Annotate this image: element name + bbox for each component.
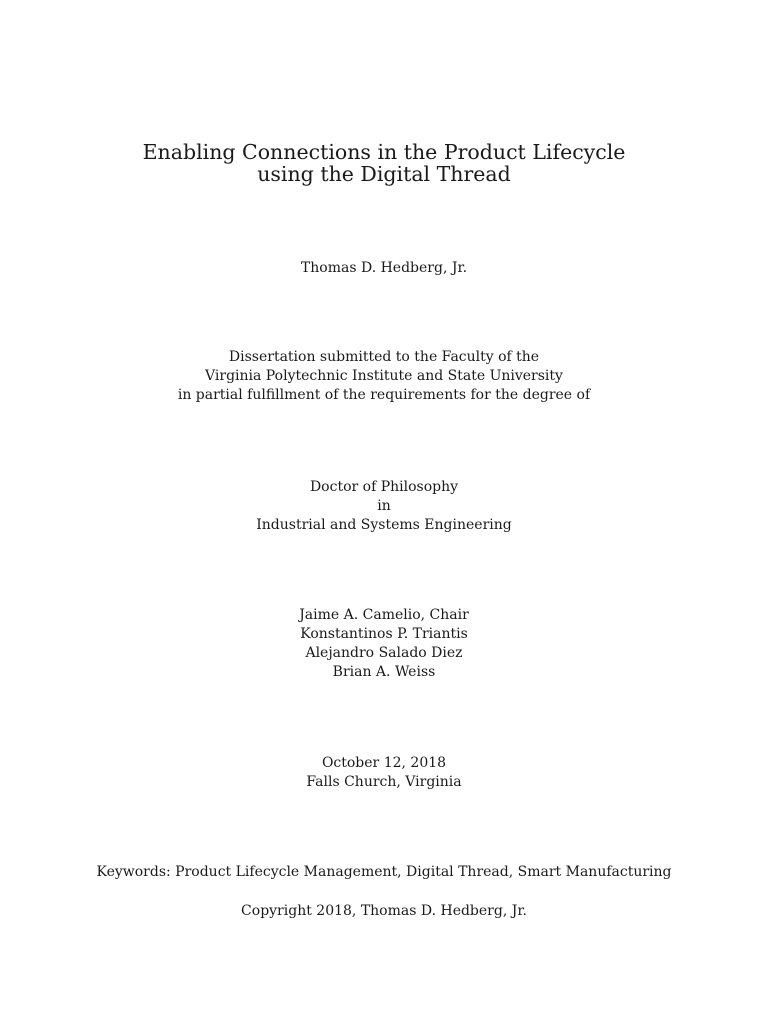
author-name bbox=[0, 259, 768, 278]
defense-location: Falls Church, Virginia bbox=[306, 774, 462, 790]
title-line-2: using the Digital Thread bbox=[257, 162, 511, 186]
degree-name: Doctor of Philosophy bbox=[309, 479, 459, 495]
degree-field: Industrial and Systems Engineering bbox=[256, 517, 512, 533]
submission-statement bbox=[0, 348, 768, 405]
committee-list bbox=[0, 606, 768, 682]
committee-member: Konstantinos P. Triantis bbox=[300, 626, 468, 642]
submission-line-3: in partial fulfillment of the requirements for the degree of bbox=[177, 387, 591, 403]
defense-date: October 12, 2018 bbox=[321, 755, 447, 771]
copyright-text: Copyright 2018, Thomas D. Hedberg, Jr. bbox=[241, 903, 527, 919]
dissertation-title bbox=[0, 141, 768, 185]
committee-member: Brian A. Weiss bbox=[332, 664, 436, 680]
submission-line-1: Dissertation submitted to the Faculty of the bbox=[228, 349, 540, 365]
date-location bbox=[0, 754, 768, 792]
degree-connector: in bbox=[377, 498, 391, 514]
copyright-notice bbox=[0, 902, 768, 921]
committee-member: Jaime A. Camelio, Chair bbox=[299, 607, 469, 623]
keywords bbox=[0, 863, 768, 882]
degree-block bbox=[0, 478, 768, 535]
keywords-text: Keywords: Product Lifecycle Management, Digital Thread, Smart Manufacturing bbox=[96, 864, 672, 880]
author-text: Thomas D. Hedberg, Jr. bbox=[300, 260, 468, 276]
submission-line-2: Virginia Polytechnic Institute and State University bbox=[205, 368, 563, 384]
title-line-1: Enabling Connections in the Product Lifecycle bbox=[142, 140, 626, 164]
committee-member: Alejandro Salado Diez bbox=[305, 645, 463, 661]
